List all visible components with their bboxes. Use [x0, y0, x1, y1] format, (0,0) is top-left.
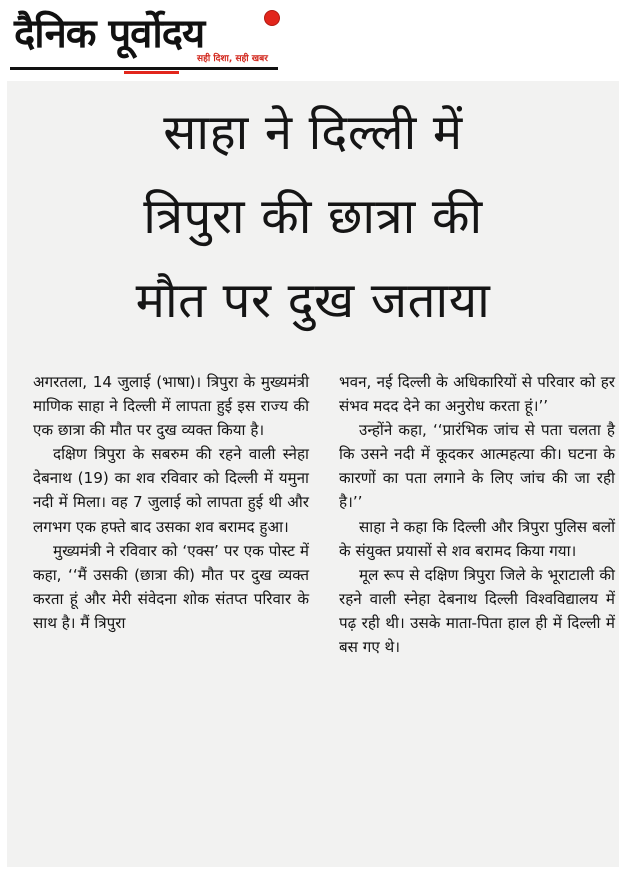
masthead-red-accent	[124, 71, 179, 74]
masthead	[0, 0, 626, 78]
paragraph: उन्होंने कहा, ‘‘प्रारंभिक जांच से पता चलता है कि उसने नदी में कूदकर आत्महत्या की। घटना के कारणों का पता लगाने के लिए जांच की जा रही है।’’	[339, 421, 615, 512]
headline-line-2: त्रिपुरा की छात्रा की	[143, 188, 483, 245]
paragraph: मूल रूप से दक्षिण त्रिपुरा जिले के भूराटाली की रहने वाली स्नेहा देबनाथ दिल्ली विश्वविद्यालय में पढ़ रही थी। उसके माता-पिता हाल ही में दिल्ली में बस गए थे।	[339, 565, 615, 657]
article-column-left	[33, 370, 309, 635]
masthead-underline	[10, 67, 278, 70]
news-clipping	[7, 81, 619, 867]
headline-line-3: मौत पर दुख जताया	[135, 272, 491, 329]
article-headline	[7, 91, 619, 343]
paragraph-dateline: अगरतला, 14 जुलाई (भाषा)। त्रिपुरा के मुख्यमंत्री माणिक साहा ने दिल्ली में लापता हुई इस राज्य की एक छात्रा की मौत पर दुख व्यक्त किया है।	[33, 373, 309, 440]
article-column-right	[339, 370, 615, 659]
article-body	[33, 370, 613, 864]
paragraph: मुख्यमंत्री ने रविवार को ‘एक्स’ पर एक पोस्ट में कहा, ‘‘मैं उसकी (छात्रा की) मौत पर दुख व्यक्त करता हूं और मेरी संवेदना शोक संतप्त परिवार के साथ है। मैं त्रिपुरा	[33, 541, 309, 632]
newspaper-logo: दैनिक पूर्वोदय	[14, 11, 205, 57]
newspaper-tagline: सही दिशा, सही खबर	[197, 54, 268, 64]
paragraph: दक्षिण त्रिपुरा के सबरुम की रहने वाली स्नेहा देबनाथ (19) का शव रविवार को दिल्ली में यमुना नदी में मिला। वह 7 जुलाई को लापता हुई थी और लगभग एक हफ्ते बाद उसका शव बरामद हुआ।	[33, 445, 309, 536]
paragraph: साहा ने कहा कि दिल्ली और त्रिपुरा पुलिस बलों के संयुक्त प्रयासों से शव बरामद किया गया।	[339, 517, 615, 560]
logo-red-dot-icon	[264, 10, 280, 26]
headline-line-1: साहा ने दिल्ली में	[163, 104, 463, 161]
paragraph: भवन, नई दिल्ली के अधिकारियों से परिवार को हर संभव मदद देने का अनुरोध करता हूं।’’	[339, 373, 615, 416]
